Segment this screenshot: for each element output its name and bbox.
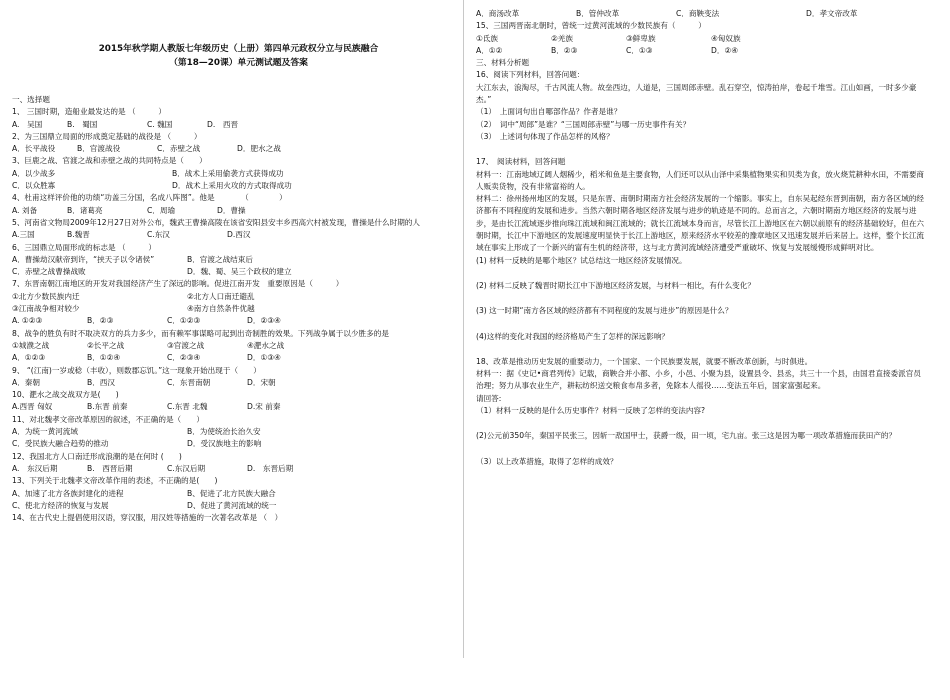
option: D．②③④ (247, 316, 281, 326)
q18-ask-label: 请回答: (476, 393, 502, 403)
option: B．②③ (87, 316, 114, 326)
option: A. 刘备 (12, 205, 38, 215)
options-row (12, 500, 455, 512)
option: ②羌族 (551, 33, 573, 43)
q16-sub-question: （3） 上述词句体现了作品怎样的风格？ (476, 131, 614, 141)
option: A．曹操劫汉献帝到许，“挟天子以令诸侯” (12, 254, 155, 264)
option: B.东晋 前秦 (87, 402, 128, 412)
options-row (12, 377, 455, 389)
options-row (12, 254, 455, 266)
option: A、加速了北方各族封建化的进程 (12, 488, 124, 498)
options-row (12, 352, 455, 364)
option: B、促进了北方民族大融合 (187, 488, 276, 498)
option: D. 西晋 (207, 119, 239, 129)
option: C.东晋 北魏 (167, 402, 208, 412)
options-row (12, 340, 455, 352)
option: C．①③ (626, 45, 653, 55)
question-text: 5、河南省文物局2009年12月27日对外公布，魏武王曹操高陵在该省安阳县安丰乡西高穴村被发现，曹操是什么时期的人 (12, 217, 420, 227)
option: C．赤壁之战 (157, 144, 201, 154)
question-text: 10、淝水之战交战双方是( ) (12, 390, 119, 400)
q16-sub-question: （2） 词中“周郎”是谁？“三国周郎赤壁”与哪一历史事件有关？ (476, 119, 691, 129)
page-divider (463, 0, 464, 658)
left-column (12, 0, 455, 700)
option: C．赤壁之战曹操战败 (12, 267, 86, 277)
option: C．②③④ (167, 353, 201, 363)
q15-options-1 (476, 33, 928, 45)
option: D．②④ (711, 45, 739, 55)
option: B．战术上采用偷袭方式获得成功 (172, 168, 284, 178)
options-row (12, 438, 455, 450)
q17-sub-question: (4)这样的变化对我国的经济格局产生了怎样的深远影响？ (476, 331, 670, 341)
q17-material-1: 材料一：江南地域辽阔人烟稀少，稻米和鱼是主要食物，人们还可以从山泽中采集植物果实和贝类为食，放火烧荒耕种水田，不需要商人贩卖货物，没有非常富裕的人。 (476, 169, 925, 191)
option: D．魏、蜀、吴三个政权的建立 (187, 267, 292, 277)
q14-options (476, 8, 928, 20)
question-text: 2、为三国鼎立局面的形成奠定基础的战役是 （ ） (12, 131, 202, 141)
option: D．曹操 (217, 205, 246, 215)
option: ③官渡之战 (167, 340, 205, 350)
option: C．受民族大融合趋势的推动 (12, 439, 109, 449)
options-row (12, 463, 455, 475)
option: ①北方少数民族内迁 (12, 291, 80, 301)
question-text: 14、在古代史上提倡使用汉语，穿汉服，用汉姓等措施的一次著名改革是 （ ） (12, 513, 283, 523)
option: B．②③ (551, 45, 578, 55)
options-row (12, 168, 455, 180)
question-16-text: 大江东去，浪淘尽，千古风流人物。故垒西边，人道是，三国周郎赤壁。乱石穿空，惊涛拍岸，卷起千堆雪。江山如画，一时多少豪杰。” (476, 82, 917, 105)
option: C．东晋南朝 (167, 377, 211, 387)
q17-sub-question: (2) 材料二反映了魏晋时期长江中下游地区经济发展，与材料一相比，有什么变化？ (476, 280, 755, 290)
option: D.西汉 (227, 230, 251, 240)
q18-sub-question: （3）以上改革措施，取得了怎样的成效？ (476, 456, 618, 466)
option: A. 东汉后期 (12, 463, 58, 473)
option: D、促进了黄河流域的统一 (187, 500, 277, 510)
option: A．为统一黄河流域 (12, 427, 78, 437)
question-text: 12、我国北方人口南迁形成浪潮的是在何时 ( ) (12, 451, 182, 461)
option: ③鲜卑族 (626, 33, 656, 43)
question-text: 7、东晋南朝江南地区的开发对我国经济产生了深远的影响。促进江南开发 重要原因是（ ） (12, 279, 344, 289)
question-text: 11、对北魏孝文帝改革原因的叙述，不正确的是（ ） (12, 414, 204, 424)
options-row (12, 315, 455, 327)
q17-sub-question: (1) 材料一反映的是哪个地区？试总结这一地区经济发展情况。 (476, 255, 687, 265)
option: A．长平战役 (12, 144, 56, 154)
option: C. 魏国 (147, 119, 173, 129)
option: B．为使统治长治久安 (187, 427, 261, 437)
option: D．孝文帝改革 (806, 9, 858, 18)
option: ②北方人口南迁避乱 (187, 291, 255, 301)
option: C.东汉后期 (167, 463, 206, 473)
options-row (12, 291, 455, 303)
document-title-line2: （第18—20课）单元测试题及答案 (169, 58, 308, 68)
options-row (12, 266, 455, 278)
q18-sub-question: （1）材料一反映的是什么历史事件？材料一反映了怎样的变法内容? (476, 406, 706, 416)
question-text: 1、 三国时期，造船业最发达的是 （ ） (12, 107, 166, 117)
q18-material-1: 材料一：据《史记•商君列传》记载，商鞅合并小都、小乡，小邑、小聚为县，设置县令、县丞，共三十一个县，由国君直接委派官员治理；努力从事农业生产，耕耘纺织送交粮食布帛多者，免除本人徭役……变法五年后，国家富强起来。 (476, 369, 921, 391)
options-row (12, 205, 455, 217)
options-row (12, 119, 455, 131)
option: ①城濮之战 (12, 340, 50, 350)
option: A.西晋 匈奴 (12, 402, 53, 412)
option: ②长平之战 (87, 340, 125, 350)
option: B. 蜀国 (67, 119, 98, 129)
document-title-line1: 2015年秋学期人教版七年级历史（上册）第四单元政权分立与民族融合 (98, 44, 379, 54)
option: C．①②③ (167, 316, 201, 326)
options-row (12, 143, 455, 155)
option: D．战术上采用火攻的方式取得成功 (172, 181, 292, 191)
q18-sub-question: (2)公元前350年，秦国平民张三，因斩一敌国甲士，获爵一级，田一顷，宅九亩。张三这是因为哪一项改革措施而获田产的？ (476, 431, 897, 441)
option: ④南方自然条件优越 (187, 304, 255, 314)
question-text: 13、下列关于北魏孝文帝改革作用的表述，不正确的是( ) (12, 476, 218, 486)
options-row (12, 229, 455, 241)
option: ①氐族 (476, 33, 498, 43)
question-15: 15、三国两晋南北朝时，曾统一过黄河流域的少数民族有（ ） (476, 21, 706, 31)
q17-material-2: 材料二：徐州扬州地区的发展，只是东晋、南朝时期南方社会经济发展的一个缩影。事实上，自东吴起经东晋到南朝，南方各区域的经济都有不同程度的发展和进步。当然六朝时期各地区经济发展与进步的轨迹是不同的。总而言之，六朝时期南方地区经济的发展与进步，是由长江流域逐步推向珠江流域和闽江流域的；就长江流域本身而言，尽管长江上游地区在六朝以前原有的经济基础较好，但在六朝时期，长江中下游地区的发展速度明显快于长江上游地区，原来经济水平较差的豫章地区又迅速发展并后来居上。这样，整个长江流域在事实上形成了一个新兴的富有生机的经济带，这与北方黄河流域经济遭受严重破坏、恢复与发展缓慢形成鲜明对比。 (476, 194, 925, 253)
option: D．肥水之战 (237, 144, 281, 154)
options-row (12, 401, 455, 413)
options-row (12, 488, 455, 500)
option: D．受汉族地主的影响 (187, 439, 262, 449)
option: C.东汉 (147, 230, 170, 240)
option: A. ①②③ (12, 316, 43, 326)
option: C．以众胜寡 (12, 181, 56, 191)
option: B．诸葛亮 (67, 205, 103, 215)
option: B.魏晋 (67, 230, 90, 240)
options-row (12, 303, 455, 315)
option: A．①② (476, 45, 503, 55)
question-text: 3、巨鹿之战、官渡之战和赤壁之战的共同特点是（ ） (12, 156, 207, 166)
question-text: 6、三国鼎立局面形成的标志是 （ ） (12, 242, 156, 252)
option: C、使北方经济的恢复与发展 (12, 500, 109, 510)
option: B．官渡战役 (77, 144, 121, 154)
option: A．商汤改革 (476, 9, 520, 18)
option: ④匈奴族 (711, 33, 741, 43)
section-material-heading: 三、材料分析题 (476, 58, 530, 68)
q17-sub-question: (3) 这一时期“南方各区域的经济都有不同程度的发展与进步”的原因是什么？ (476, 306, 733, 316)
question-text: 8、战争的胜负有时不取决双方的兵力多少，而有赖军事谋略可起到出奇制胜的效果。下列战争属于以少胜多的是 (12, 328, 389, 338)
question-17-heading: 17、 阅读材料，回答问题 (476, 157, 566, 167)
option: ④淝水之战 (247, 340, 285, 350)
question-text: 4、杜甫这样评价他的功绩“功盖三分国，名成八阵图”。他是 （ ） (12, 193, 287, 203)
q16-sub-question: （1） 上面词句出自哪部作品？作者是谁？ (476, 107, 622, 117)
option: D．①③④ (247, 353, 281, 363)
question-18-heading: 18、改革是推动历史发展的重要动力，一个国家、一个民族要发展，就要不断改革创新，与时俱进。 (476, 356, 813, 366)
option: C．周瑜 (147, 205, 176, 215)
option: D．宋朝 (247, 377, 276, 387)
option: A．以少战多 (12, 168, 56, 178)
option: B. 西晋后期 (87, 463, 133, 473)
option: B．西汉 (87, 377, 115, 387)
q15-options-2 (476, 45, 928, 57)
option: B．官渡之战结束后 (187, 254, 253, 264)
options-row (12, 426, 455, 438)
option: D.宋 前秦 (247, 402, 281, 412)
choice-question-list (12, 106, 455, 524)
question-16-heading: 16、阅读下列材料，回答问题： (476, 70, 585, 80)
option: A．秦朝 (12, 377, 40, 387)
right-column (476, 0, 928, 666)
option: B．管仲改革 (576, 9, 620, 18)
option: B．①②④ (87, 353, 121, 363)
option: A.三国 (12, 230, 35, 240)
option: C．商鞅变法 (676, 9, 720, 18)
option: ③江南战争相对较少 (12, 304, 80, 314)
section-choice-heading: 一、选择题 (12, 95, 50, 104)
option: A. 吴国 (12, 119, 43, 129)
options-row (12, 180, 455, 192)
option: A．①②③ (12, 353, 46, 363)
question-text: 9、 “(江南)一岁或稔（丰收），则数郡忘饥。”这一现象开始出现于（ ） (12, 365, 261, 375)
option: D. 东晋后期 (247, 463, 294, 473)
